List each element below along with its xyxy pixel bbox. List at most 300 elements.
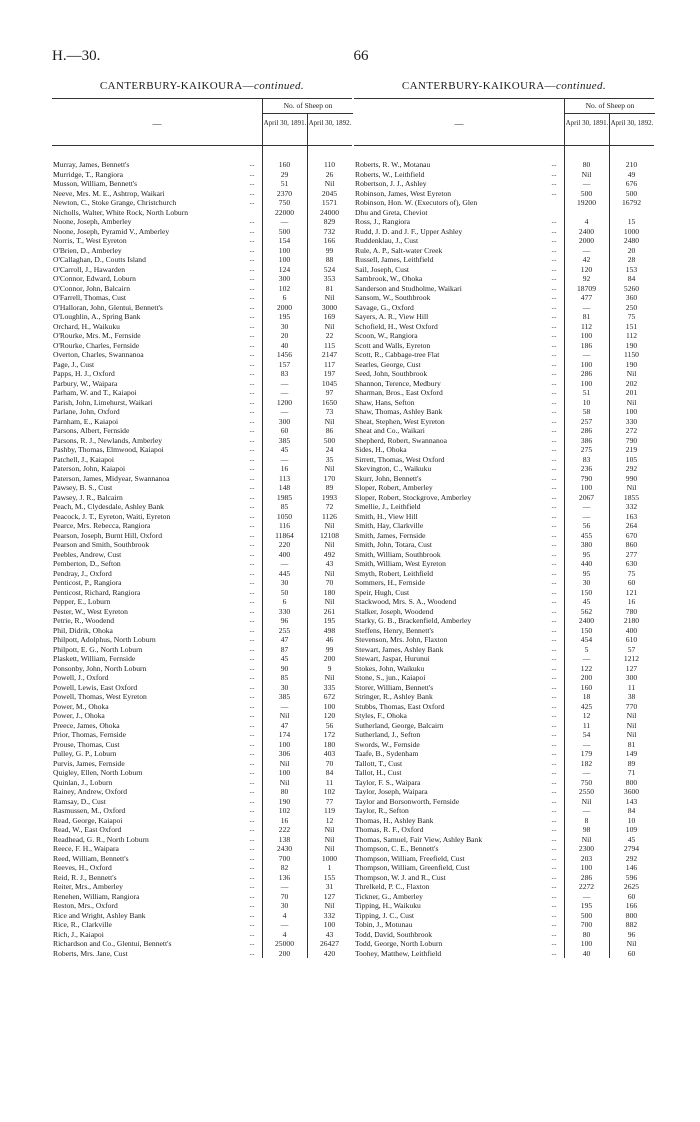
leader-dots: ... xyxy=(551,340,557,349)
leader-dots: ... xyxy=(249,530,255,539)
owner-name: Readhead, G. R., North Loburn xyxy=(53,834,149,844)
table-row xyxy=(52,246,352,256)
owner-name: Pemberton, D., Sefton xyxy=(53,559,121,568)
sheep-1892: 60 xyxy=(627,948,636,958)
sheep-1892: Nil xyxy=(324,844,335,853)
owner-name: Dhu and Greta, Cheviot xyxy=(355,207,428,217)
table-row xyxy=(52,455,352,465)
leader-dots: ... xyxy=(249,407,255,415)
table-row xyxy=(354,246,654,256)
owner-name: Smith, William, West Eyreton xyxy=(355,559,446,568)
sheep-1891: — xyxy=(280,454,289,464)
owner-name: Sloper, Robert, Stockgrove, Amberley xyxy=(355,492,472,502)
sheep-1892: 96 xyxy=(627,929,636,939)
sheep-1891: 1456 xyxy=(276,350,293,359)
sheep-1892: Nil xyxy=(324,673,335,682)
table-row xyxy=(52,369,352,379)
sheep-1891: — xyxy=(582,302,591,312)
table-row xyxy=(354,778,654,788)
leader-dots: ... xyxy=(249,844,255,852)
sheep-1892: 860 xyxy=(625,540,638,549)
owner-name: Smyth, Robert, Leithfield xyxy=(355,568,434,578)
owner-name: Pearson, Joseph, Burnt Hill, Oxford xyxy=(53,530,163,540)
sheep-1892: 57 xyxy=(627,644,636,654)
owner-name: Starky, G. B., Brackenfield, Amberley xyxy=(355,616,472,625)
leader-dots: ... xyxy=(551,844,557,852)
leader-dots: ... xyxy=(551,464,557,472)
table-row xyxy=(354,208,654,218)
sheep-1891: 100 xyxy=(580,483,593,492)
sheep-1891: 220 xyxy=(278,540,291,549)
sheep-1892: 70 xyxy=(325,578,334,587)
name-column-header: — xyxy=(454,119,464,129)
sheep-1892: 38 xyxy=(627,692,636,701)
leader-dots: ... xyxy=(551,274,557,282)
sheep-1891: 286 xyxy=(580,426,593,435)
sheep-1891: 136 xyxy=(278,872,291,882)
sheep-1891: 81 xyxy=(582,312,591,321)
sheep-1891: 750 xyxy=(580,777,593,787)
sheep-1892: Nil xyxy=(324,825,335,834)
owner-name: Russell, James, Leithfield xyxy=(355,255,434,264)
leader-dots: ... xyxy=(551,701,557,710)
owner-name: Pepper, E., Loburn xyxy=(53,597,111,606)
sheep-1892: 292 xyxy=(625,464,638,473)
table-row xyxy=(52,236,352,246)
sheep-1891: 25000 xyxy=(275,939,294,948)
sheep-1891: 562 xyxy=(580,606,593,616)
table-row xyxy=(52,597,352,607)
sheep-1892: 172 xyxy=(323,730,336,739)
sheep-1892: 12 xyxy=(325,815,334,825)
sheep-1891: 286 xyxy=(580,872,593,882)
table-row xyxy=(52,797,352,807)
sheep-count-header: No. of Sheep on xyxy=(564,99,655,114)
leader-dots: ... xyxy=(249,245,255,254)
leader-dots: ... xyxy=(249,435,255,444)
owner-name: Penticost, P., Rangiora xyxy=(53,578,122,587)
owner-name: Thomas, Samuel, Fair View, Ashley Bank xyxy=(355,834,483,844)
sheep-1891: 4 xyxy=(282,929,287,939)
table-row xyxy=(354,426,654,436)
leader-dots: ... xyxy=(249,293,255,301)
leader-dots: ... xyxy=(249,663,255,672)
sheep-1891: 47 xyxy=(280,635,289,644)
leader-dots: ... xyxy=(249,901,255,909)
leader-dots: ... xyxy=(249,388,255,396)
sheep-1891: Nil xyxy=(279,758,290,768)
leader-dots: ... xyxy=(249,692,255,700)
sheep-1892: 420 xyxy=(323,948,336,958)
leader-dots: ... xyxy=(551,217,557,225)
leader-dots: ... xyxy=(551,511,557,520)
leader-dots: ... xyxy=(551,236,557,244)
name-column-header: — xyxy=(152,119,162,129)
owner-name: Powell, Thomas, West Eyreton xyxy=(53,692,147,701)
sheep-1892: 780 xyxy=(625,606,638,616)
table-row xyxy=(354,322,654,332)
table-row xyxy=(354,949,654,959)
sheep-1892: 155 xyxy=(323,872,336,882)
sheep-1891: 138 xyxy=(278,834,291,844)
leader-dots: ... xyxy=(249,920,255,928)
leader-dots: ... xyxy=(551,369,557,377)
sheep-1892: 2480 xyxy=(623,236,640,245)
leader-dots: ... xyxy=(551,815,557,824)
owner-name: Smith, H., View Hill xyxy=(355,511,418,521)
sheep-1891: 380 xyxy=(580,540,593,549)
sheep-1891: 2300 xyxy=(578,844,595,853)
sheep-1892: 46 xyxy=(325,635,334,644)
leader-dots: ... xyxy=(249,673,255,681)
sheep-1891: Nil xyxy=(581,796,592,806)
leader-dots: ... xyxy=(249,701,255,710)
sheep-1891: 22000 xyxy=(275,207,294,217)
sheep-1891: 19200 xyxy=(577,198,596,207)
sheep-1892: Nil xyxy=(626,939,637,948)
leader-dots: ... xyxy=(249,445,255,453)
table-row xyxy=(354,578,654,588)
leader-dots: ... xyxy=(249,397,255,406)
owner-name: Peebles, Andrew, Cust xyxy=(53,549,122,559)
leader-dots: ... xyxy=(551,882,557,890)
sheep-1892: 100 xyxy=(625,407,638,416)
sheep-1892: 24 xyxy=(325,445,334,454)
table-row xyxy=(52,398,352,408)
sheep-1892: 70 xyxy=(325,758,334,768)
owner-name: O'Rourke, Charles, Fernside xyxy=(53,340,140,350)
sheep-1891: 455 xyxy=(580,530,593,540)
owner-name: Overton, Charles, Swannanoa xyxy=(53,350,144,359)
table-row xyxy=(52,550,352,560)
sheep-1892: 75 xyxy=(627,568,636,578)
table-row xyxy=(354,436,654,446)
table-row xyxy=(354,379,654,389)
leader-dots: ... xyxy=(551,188,557,197)
owner-name: Tipping, J. C., Cust xyxy=(355,910,415,920)
leader-dots: ... xyxy=(551,948,557,957)
owner-name: Newton, C., Stoke Grange, Christchurch xyxy=(53,198,177,207)
table-row xyxy=(354,502,654,512)
leader-dots: ... xyxy=(249,473,255,482)
sheep-1891: 385 xyxy=(278,692,291,701)
owner-name: Savage, G., Oxford xyxy=(355,302,414,312)
leader-dots: ... xyxy=(551,559,557,567)
table-row xyxy=(52,445,352,455)
owner-name: Searles, George, Cust xyxy=(355,359,421,369)
leader-dots: ... xyxy=(551,929,557,938)
owner-name: Taylor, F. S., Waipara xyxy=(355,777,421,787)
sheep-1891: 150 xyxy=(580,625,593,635)
table-row xyxy=(354,369,654,379)
owner-name: O'Carroll, J., Hawarden xyxy=(53,264,126,274)
owner-name: Roberts, W., Leithfield xyxy=(355,169,425,179)
sheep-1892: 190 xyxy=(625,340,638,350)
table-row xyxy=(354,673,654,683)
owner-name: O'Farrell, Thomas, Cust xyxy=(53,293,126,302)
leader-dots: ... xyxy=(249,796,255,805)
table-row xyxy=(52,559,352,569)
leader-dots: ... xyxy=(551,777,557,786)
table-row xyxy=(52,901,352,911)
owner-name: Parish, John, Limehurst, Waikari xyxy=(53,397,153,407)
sheep-1891: 30 xyxy=(280,321,289,331)
sheep-1892: 200 xyxy=(323,654,336,663)
sheep-1892: 24000 xyxy=(320,207,339,217)
sheep-1892: 210 xyxy=(625,160,638,169)
year-1892-header: April 30, 1892. xyxy=(307,114,352,145)
sheep-1891: 186 xyxy=(580,340,593,350)
sheep-1892: 105 xyxy=(625,454,638,464)
table-title-continued: continued. xyxy=(253,80,305,92)
sheep-1891: 477 xyxy=(580,293,593,302)
leader-dots: ... xyxy=(249,302,255,311)
table-row xyxy=(354,550,654,560)
leader-dots: ... xyxy=(551,635,557,643)
leader-dots: ... xyxy=(551,806,557,814)
table-row xyxy=(52,740,352,750)
leader-dots: ... xyxy=(551,359,557,368)
table-row xyxy=(354,730,654,740)
table-body xyxy=(354,146,654,958)
table-row xyxy=(354,388,654,398)
owner-name: Roberts, R. W., Motanau xyxy=(355,160,431,169)
owner-name: Paterson, John, Kaiapoi xyxy=(53,464,126,473)
leader-dots: ... xyxy=(249,891,255,900)
table-row xyxy=(354,350,654,360)
sheep-1891: 1985 xyxy=(276,492,293,502)
sheep-1892: 180 xyxy=(323,587,336,597)
sheep-1891: 222 xyxy=(278,825,291,834)
sheep-1891: 6 xyxy=(282,597,287,606)
sheep-1892: 77 xyxy=(325,796,334,806)
table-row xyxy=(52,170,352,180)
leader-dots: ... xyxy=(249,492,255,501)
owner-name: Noone, Joseph, Pyramid V., Amberley xyxy=(53,226,170,236)
table-title-main: CANTERBURY-KAIKOURA— xyxy=(99,80,254,92)
sheep-1891: 100 xyxy=(580,359,593,369)
table-row xyxy=(354,160,654,170)
table-row xyxy=(52,512,352,522)
leader-dots: ... xyxy=(551,625,557,634)
sheep-1891: Nil xyxy=(581,834,592,844)
sheep-1891: 54 xyxy=(582,730,591,739)
sheep-1892: 800 xyxy=(625,910,638,920)
owner-name: Toohey, Matthew, Leithfield xyxy=(355,948,442,958)
leader-dots: ... xyxy=(249,635,255,643)
table-row xyxy=(52,645,352,655)
sheep-1892: 81 xyxy=(627,739,636,749)
sheep-1891: 182 xyxy=(580,758,593,768)
leader-dots: ... xyxy=(249,283,255,292)
sheep-1891: 96 xyxy=(280,616,289,625)
table-row xyxy=(52,388,352,398)
owner-name: Petrie, R., Woodend xyxy=(53,616,115,625)
table-row xyxy=(52,692,352,702)
owner-name: Storer, William, Bennett's xyxy=(355,682,434,692)
table-row xyxy=(52,616,352,626)
sheep-1891: 70 xyxy=(280,891,289,901)
table-row xyxy=(354,863,654,873)
sheep-1892: 16792 xyxy=(622,198,641,207)
leader-dots: ... xyxy=(551,473,557,482)
sheep-1892: 3000 xyxy=(321,302,338,312)
owner-name: Skurr, John, Bennett's xyxy=(355,473,422,483)
table-row xyxy=(52,683,352,693)
leader-dots: ... xyxy=(551,910,557,919)
sheep-1891: 300 xyxy=(278,274,291,283)
leader-dots: ... xyxy=(249,511,255,520)
sheep-1891: 51 xyxy=(280,179,289,188)
leader-dots: ... xyxy=(249,815,255,824)
owner-name: Tallot, H., Cust xyxy=(355,768,402,777)
leader-dots: ... xyxy=(249,739,255,748)
leader-dots: ... xyxy=(551,730,557,738)
owner-name: Phil, Didrik, Ohoka xyxy=(53,625,113,635)
sheep-1892: 670 xyxy=(625,530,638,540)
sheep-1892: 202 xyxy=(625,378,638,388)
table-row xyxy=(52,331,352,341)
owner-name: Thompson, William, Greenfield, Cust xyxy=(355,863,470,872)
sheep-1891: 30 xyxy=(280,901,289,910)
sheep-1891: — xyxy=(280,882,289,891)
owner-name: Shaw, Hans, Sefton xyxy=(355,397,415,407)
leader-dots: ... xyxy=(551,407,557,415)
sheep-1891: 85 xyxy=(280,673,289,682)
sheep-1892: 100 xyxy=(323,701,336,711)
owner-name: Reston, Mrs., Oxford xyxy=(53,901,118,910)
sheep-1891: 100 xyxy=(278,768,291,777)
sheep-1892: 2180 xyxy=(623,616,640,625)
sheep-1892: 73 xyxy=(325,407,334,416)
sheep-1892: 56 xyxy=(325,720,334,730)
table-row xyxy=(52,436,352,446)
leader-dots: ... xyxy=(551,321,557,330)
sheep-1891: 116 xyxy=(278,521,291,530)
table-row xyxy=(354,179,654,189)
sheep-1891: 11864 xyxy=(275,530,294,540)
sheep-1891: — xyxy=(582,350,591,359)
owner-name: Tickner, G., Amberley xyxy=(355,891,423,901)
sheep-1892: 12108 xyxy=(320,530,339,540)
sheep-1892: 109 xyxy=(625,825,638,834)
leader-dots: ... xyxy=(249,236,255,244)
leader-dots: ... xyxy=(249,160,255,168)
leader-dots: ... xyxy=(551,578,557,586)
table-row xyxy=(354,607,654,617)
sheep-1891: 113 xyxy=(278,473,291,483)
sheep-1892: Nil xyxy=(324,179,335,188)
leader-dots: ... xyxy=(551,872,557,881)
sheep-1891: 56 xyxy=(582,521,591,530)
leader-dots: ... xyxy=(249,606,255,615)
sheep-1891: Nil xyxy=(279,777,290,787)
owner-name: Stevenson, Mrs. John, Flaxton xyxy=(355,635,448,644)
sheep-1891: 102 xyxy=(278,806,291,815)
sheep-1892: 676 xyxy=(625,179,638,188)
year-1891-header: April 30, 1891. xyxy=(262,114,307,145)
sheep-1892: Nil xyxy=(324,568,335,578)
table-row xyxy=(52,863,352,873)
sheep-1891: 454 xyxy=(580,635,593,644)
owner-name: Schofield, H., West Oxford xyxy=(355,321,438,331)
owner-name: Smith, Hay, Clarkville xyxy=(355,521,424,530)
owner-name: Stalker, Joseph, Woodend xyxy=(355,606,434,616)
sheep-1892: 49 xyxy=(627,169,636,179)
leader-dots: ... xyxy=(249,321,255,330)
sheep-1892: 99 xyxy=(325,245,334,255)
sheep-1891: 750 xyxy=(278,198,291,207)
leader-dots: ... xyxy=(249,654,255,662)
sheep-1891: 195 xyxy=(580,901,593,910)
leader-dots: ... xyxy=(551,758,557,767)
owner-name: O'Halloran, John, Glentui, Bennett's xyxy=(53,302,163,312)
sheep-1892: Nil xyxy=(626,397,637,407)
leader-dots: ... xyxy=(249,169,255,178)
table-row xyxy=(52,768,352,778)
sheep-1892: 115 xyxy=(323,340,336,350)
table-row xyxy=(354,683,654,693)
table-row xyxy=(354,417,654,427)
leader-dots: ... xyxy=(551,901,557,909)
leader-dots: ... xyxy=(551,388,557,396)
table-row xyxy=(354,303,654,313)
owner-name: Reid, R. J., Bennett's xyxy=(53,872,117,882)
owner-name: Pawsey, J. R., Balcairn xyxy=(53,492,123,502)
leader-dots: ... xyxy=(551,521,557,529)
leader-dots: ... xyxy=(551,416,557,425)
table-column-header xyxy=(354,98,654,146)
sheep-1891: 45 xyxy=(280,654,289,663)
sheep-1892: 1000 xyxy=(321,853,338,863)
table-row xyxy=(354,236,654,246)
leader-dots: ... xyxy=(551,891,557,900)
sheep-1892: Nil xyxy=(324,540,335,549)
table-row xyxy=(52,303,352,313)
sheep-1891: 40 xyxy=(582,948,591,958)
sheep-1891: 18 xyxy=(582,692,591,701)
owner-name: Stubbs, Thomas, East Oxford xyxy=(355,701,445,711)
table-row xyxy=(52,379,352,389)
sheep-1891: 45 xyxy=(582,597,591,606)
owner-name: Renehen, William, Rangiora xyxy=(53,891,140,901)
owner-name: Smellie, J., Leithfield xyxy=(355,502,421,511)
owner-name: Robertson, J. J., Ashley xyxy=(355,179,427,188)
sheep-1891: 30 xyxy=(280,578,289,587)
sheep-1892: 89 xyxy=(627,758,636,768)
sheep-1892: 190 xyxy=(625,359,638,369)
owner-name: Peach, M., Clydesdale, Ashley Bank xyxy=(53,502,164,511)
sheep-1891: 18709 xyxy=(577,283,596,293)
table-row xyxy=(354,512,654,522)
table-row xyxy=(354,360,654,370)
leader-dots: ... xyxy=(249,549,255,558)
leader-dots: ... xyxy=(249,910,255,919)
sheep-1892: 28 xyxy=(627,255,636,264)
sheep-1891: 300 xyxy=(278,416,291,426)
sheep-1891: 190 xyxy=(278,796,291,806)
table-row xyxy=(52,208,352,218)
sheep-1892: 127 xyxy=(625,663,638,673)
table-row xyxy=(354,654,654,664)
sheep-1892: 1000 xyxy=(623,226,640,236)
sheep-1891: 236 xyxy=(580,464,593,473)
sheep-1891: 2000 xyxy=(276,302,293,312)
leader-dots: ... xyxy=(551,654,557,662)
owner-name: Sutherland, J., Sefton xyxy=(355,730,421,739)
leader-dots: ... xyxy=(249,853,255,862)
table-row xyxy=(52,274,352,284)
